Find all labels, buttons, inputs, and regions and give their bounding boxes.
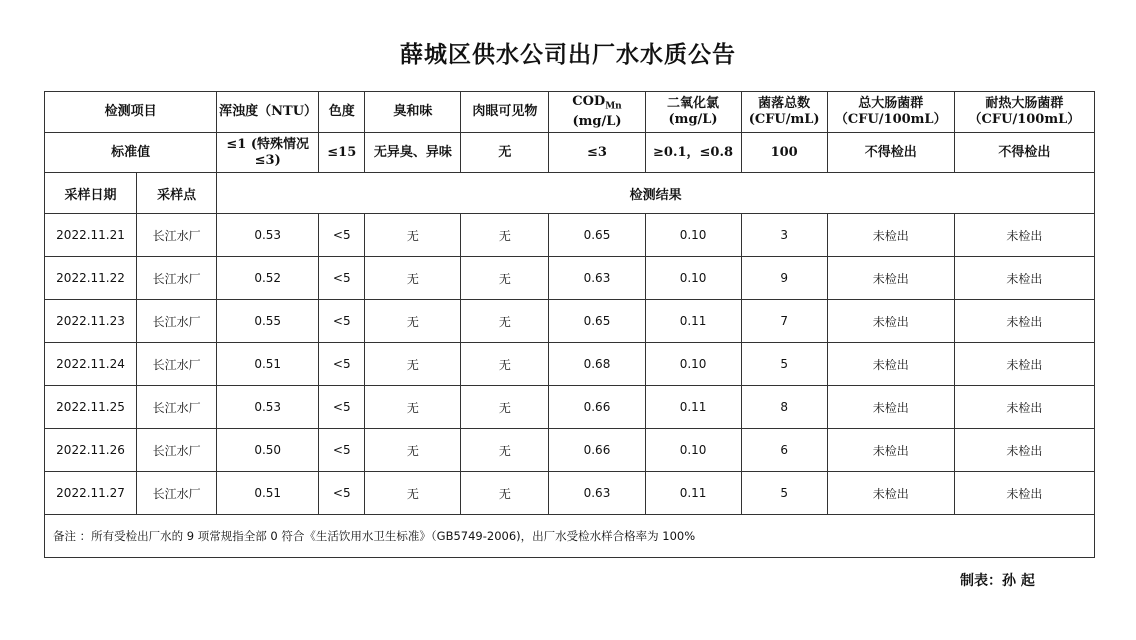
standard-odor: 无异臭、异味: [365, 133, 461, 173]
cell-odor: 无: [365, 429, 461, 472]
cell-cod: 0.63: [549, 472, 645, 515]
cell-chlorine-dioxide: 0.11: [645, 386, 741, 429]
header-visible: 肉眼可见物: [461, 92, 549, 133]
header-row: [45, 92, 1095, 133]
header-thermo-coliform: [954, 92, 1094, 133]
cell-chlorine-dioxide: 0.11: [645, 300, 741, 343]
cell-chlorine-dioxide: 0.10: [645, 257, 741, 300]
cell-turbidity: 0.52: [217, 257, 319, 300]
cell-odor: 无: [365, 386, 461, 429]
cell-thermo: 未检出: [954, 386, 1094, 429]
coliform-unit: （CFU/100mL）: [834, 112, 947, 127]
note-text: 备注 ：所有受检出厂水的 9 项常规指全部 0 符合《生活饮用水卫生标准》（GB5749-2006)，出厂水受检水样合格率为 100%: [45, 515, 1095, 558]
cell-thermo: 未检出: [954, 472, 1094, 515]
cell-visible: 无: [461, 343, 549, 386]
table-row: [45, 214, 1095, 257]
cell-cod: 0.66: [549, 429, 645, 472]
header-turbidity: 浑浊度（NTU）: [217, 92, 319, 133]
cell-color: <5: [319, 429, 365, 472]
standard-visible: 无: [461, 133, 549, 173]
cell-color: <5: [319, 472, 365, 515]
table-row: [45, 257, 1095, 300]
header-cod: [549, 92, 645, 133]
cell-date: 2022.11.25: [45, 386, 137, 429]
colony-label: 菌落总数: [758, 96, 811, 111]
cell-colony: 7: [741, 300, 827, 343]
cell-odor: 无: [365, 343, 461, 386]
header-color: 色度: [319, 92, 365, 133]
cell-cod: 0.63: [549, 257, 645, 300]
cell-turbidity: 0.55: [217, 300, 319, 343]
cell-date: 2022.11.27: [45, 472, 137, 515]
cell-color: <5: [319, 257, 365, 300]
header-coliform: [827, 92, 954, 133]
cell-date: 2022.11.26: [45, 429, 137, 472]
cell-turbidity: 0.51: [217, 472, 319, 515]
cell-coliform: 未检出: [827, 343, 954, 386]
cell-color: <5: [319, 343, 365, 386]
cell-thermo: 未检出: [954, 214, 1094, 257]
cell-visible: 无: [461, 386, 549, 429]
cell-visible: 无: [461, 300, 549, 343]
thermo-coliform-label: 耐热大肠菌群: [985, 96, 1064, 111]
cell-odor: 无: [365, 214, 461, 257]
cell-thermo: 未检出: [954, 257, 1094, 300]
cell-odor: 无: [365, 472, 461, 515]
cell-coliform: 未检出: [827, 429, 954, 472]
cell-site: 长江水厂: [137, 214, 217, 257]
cell-colony: 6: [741, 429, 827, 472]
cell-visible: 无: [461, 214, 549, 257]
cell-site: 长江水厂: [137, 257, 217, 300]
header-item: 检测项目: [45, 92, 217, 133]
water-quality-table: [44, 91, 1095, 558]
cell-turbidity: 0.50: [217, 429, 319, 472]
cell-chlorine-dioxide: 0.11: [645, 472, 741, 515]
cell-date: 2022.11.23: [45, 300, 137, 343]
standard-row: [45, 133, 1095, 173]
cell-odor: 无: [365, 300, 461, 343]
cell-odor: 无: [365, 257, 461, 300]
thermo-coliform-unit: （CFU/100mL）: [968, 112, 1081, 127]
cell-cod: 0.65: [549, 214, 645, 257]
table-row: [45, 429, 1095, 472]
page-title: 薛城区供水公司出厂水水质公告: [400, 41, 736, 68]
cell-colony: 9: [741, 257, 827, 300]
standard-thermo-coliform: 不得检出: [954, 133, 1094, 173]
cell-visible: 无: [461, 429, 549, 472]
cell-colony: 5: [741, 343, 827, 386]
table-row: [45, 386, 1095, 429]
cell-visible: 无: [461, 257, 549, 300]
cell-date: 2022.11.22: [45, 257, 137, 300]
cell-date: 2022.11.24: [45, 343, 137, 386]
standard-label: 标准值: [45, 133, 217, 173]
cell-visible: 无: [461, 472, 549, 515]
colony-unit: (CFU/mL): [748, 112, 820, 127]
table-row: [45, 472, 1095, 515]
cell-color: <5: [319, 214, 365, 257]
cell-color: <5: [319, 300, 365, 343]
subheader-results: 检测结果: [217, 173, 1095, 214]
cell-cod: 0.65: [549, 300, 645, 343]
standard-color: ≤15: [319, 133, 365, 173]
subheader-site: 采样点: [137, 173, 217, 214]
table-row: [45, 300, 1095, 343]
table-row: [45, 343, 1095, 386]
cell-cod: 0.66: [549, 386, 645, 429]
cell-thermo: 未检出: [954, 300, 1094, 343]
standard-colony: 100: [741, 133, 827, 173]
cell-site: 长江水厂: [137, 343, 217, 386]
coliform-label: 总大肠菌群: [858, 96, 924, 111]
cod-suffix: (mg/L): [572, 114, 622, 130]
cell-date: 2022.11.21: [45, 214, 137, 257]
results-body: [45, 214, 1095, 515]
cell-coliform: 未检出: [827, 257, 954, 300]
cell-site: 长江水厂: [137, 300, 217, 343]
cell-colony: 5: [741, 472, 827, 515]
cell-chlorine-dioxide: 0.10: [645, 214, 741, 257]
cell-turbidity: 0.53: [217, 386, 319, 429]
cell-turbidity: 0.53: [217, 214, 319, 257]
cell-thermo: 未检出: [954, 429, 1094, 472]
cell-chlorine-dioxide: 0.10: [645, 343, 741, 386]
standard-coliform: 不得检出: [827, 133, 954, 173]
cod-prefix: COD: [572, 93, 606, 109]
preparer-signature: 制表：孙 起: [960, 573, 1035, 589]
cell-cod: 0.68: [549, 343, 645, 386]
cell-colony: 8: [741, 386, 827, 429]
standard-chlorine-dioxide: ≥0.1，≤0.8: [645, 133, 741, 173]
cell-thermo: 未检出: [954, 343, 1094, 386]
cod-subscript: Mn: [605, 101, 622, 112]
header-odor: 臭和味: [365, 92, 461, 133]
cell-coliform: 未检出: [827, 214, 954, 257]
subheader-date: 采样日期: [45, 173, 137, 214]
cell-coliform: 未检出: [827, 300, 954, 343]
cell-color: <5: [319, 386, 365, 429]
header-colony: [741, 92, 827, 133]
cell-site: 长江水厂: [137, 386, 217, 429]
header-chlorine-dioxide: 二氧化氯(mg/L): [645, 92, 741, 133]
cell-site: 长江水厂: [137, 429, 217, 472]
subheader-row: [45, 173, 1095, 214]
cell-turbidity: 0.51: [217, 343, 319, 386]
note-row: [45, 515, 1095, 558]
cell-site: 长江水厂: [137, 472, 217, 515]
cell-colony: 3: [741, 214, 827, 257]
cell-coliform: 未检出: [827, 386, 954, 429]
standard-cod: ≤3: [549, 133, 645, 173]
standard-turbidity: ≤1 (特殊情况≤3): [217, 133, 319, 173]
cell-coliform: 未检出: [827, 472, 954, 515]
cell-chlorine-dioxide: 0.10: [645, 429, 741, 472]
